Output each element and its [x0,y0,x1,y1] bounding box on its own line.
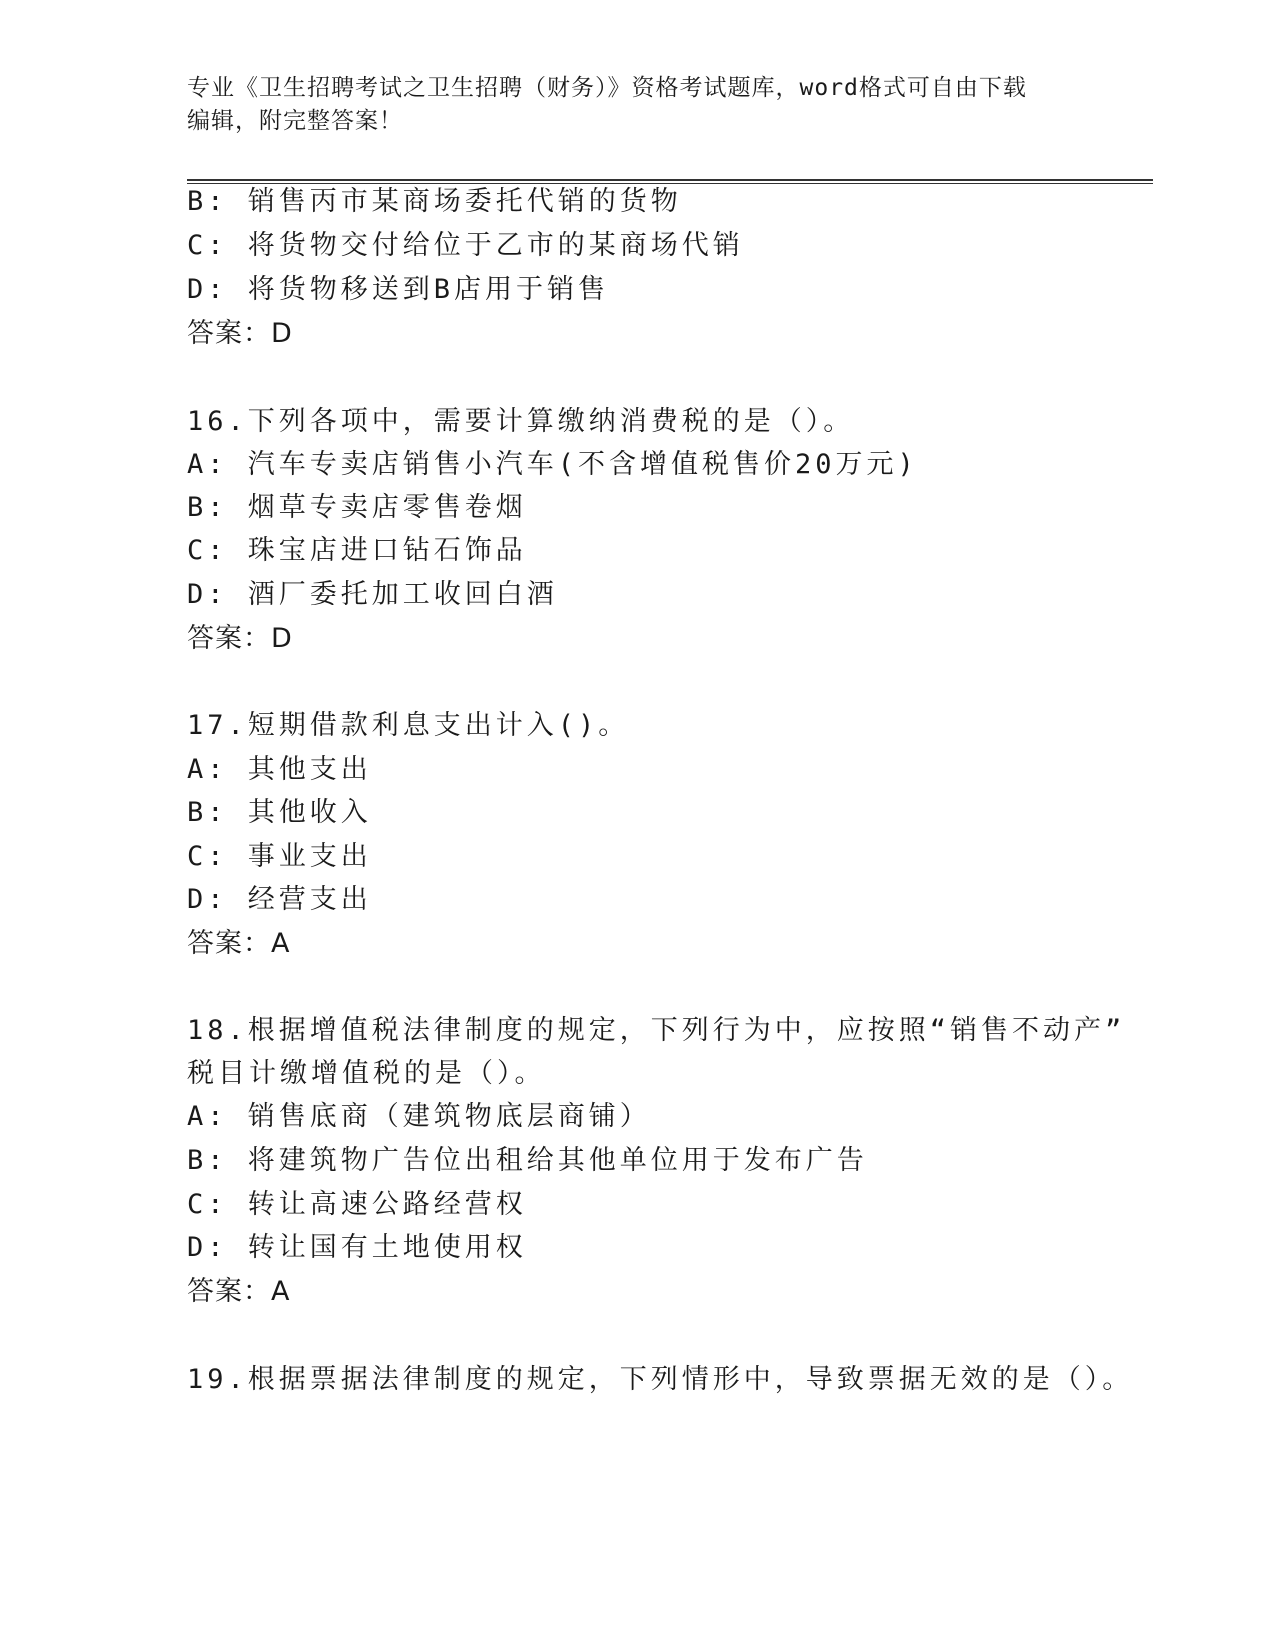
header-line-1: 专业《卫生招聘考试之卫生招聘（财务）》资格考试题库，word格式可自由下载 [187,75,1027,101]
option-d: D: 经营支出 [187,884,372,915]
option-a: A: 其他支出 [187,754,372,785]
answer-line: 答案：D [187,318,293,349]
answer-line: 答案：A [187,928,291,959]
option-b: B: 将建筑物广告位出租给其他单位用于发布广告 [187,1145,868,1176]
option-c: C: 转让高速公路经营权 [187,1189,527,1220]
answer-line: 答案：A [187,1276,291,1307]
option-d: D: 转让国有土地使用权 [187,1232,527,1263]
question-title: 19.根据票据法律制度的规定，下列情形中，导致票据无效的是（）。 [187,1364,1134,1395]
option-d: D: 酒厂委托加工收回白酒 [187,579,558,610]
option-a: A: 汽车专卖店销售小汽车(不含增值税售价20万元) [187,449,918,480]
document-header [187,72,1067,138]
option-b: B: 销售丙市某商场委托代销的货物 [187,186,682,217]
header-line-2: 编辑，附完整答案！ [187,108,403,134]
answer-line: 答案：D [187,623,293,654]
option-c: C: 将货物交付给位于乙市的某商场代销 [187,230,744,261]
option-d: D: 将货物移送到B店用于销售 [187,274,610,305]
option-b: B: 烟草专卖店零售卷烟 [187,492,527,523]
option-a: A: 销售底商（建筑物底层商铺） [187,1101,651,1132]
question-title: 17.短期借款利息支出计入()。 [187,710,630,741]
question-title: 18.根据增值税法律制度的规定，下列行为中，应按照“销售不动产” [187,1015,1126,1046]
question-title: 16.下列各项中，需要计算缴纳消费税的是（）。 [187,406,855,437]
option-b: B: 其他收入 [187,797,372,828]
option-c: C: 珠宝店进口钻石饰品 [187,535,527,566]
option-c: C: 事业支出 [187,841,372,872]
question-title-cont: 税目计缴增值税的是（）。 [187,1058,546,1089]
